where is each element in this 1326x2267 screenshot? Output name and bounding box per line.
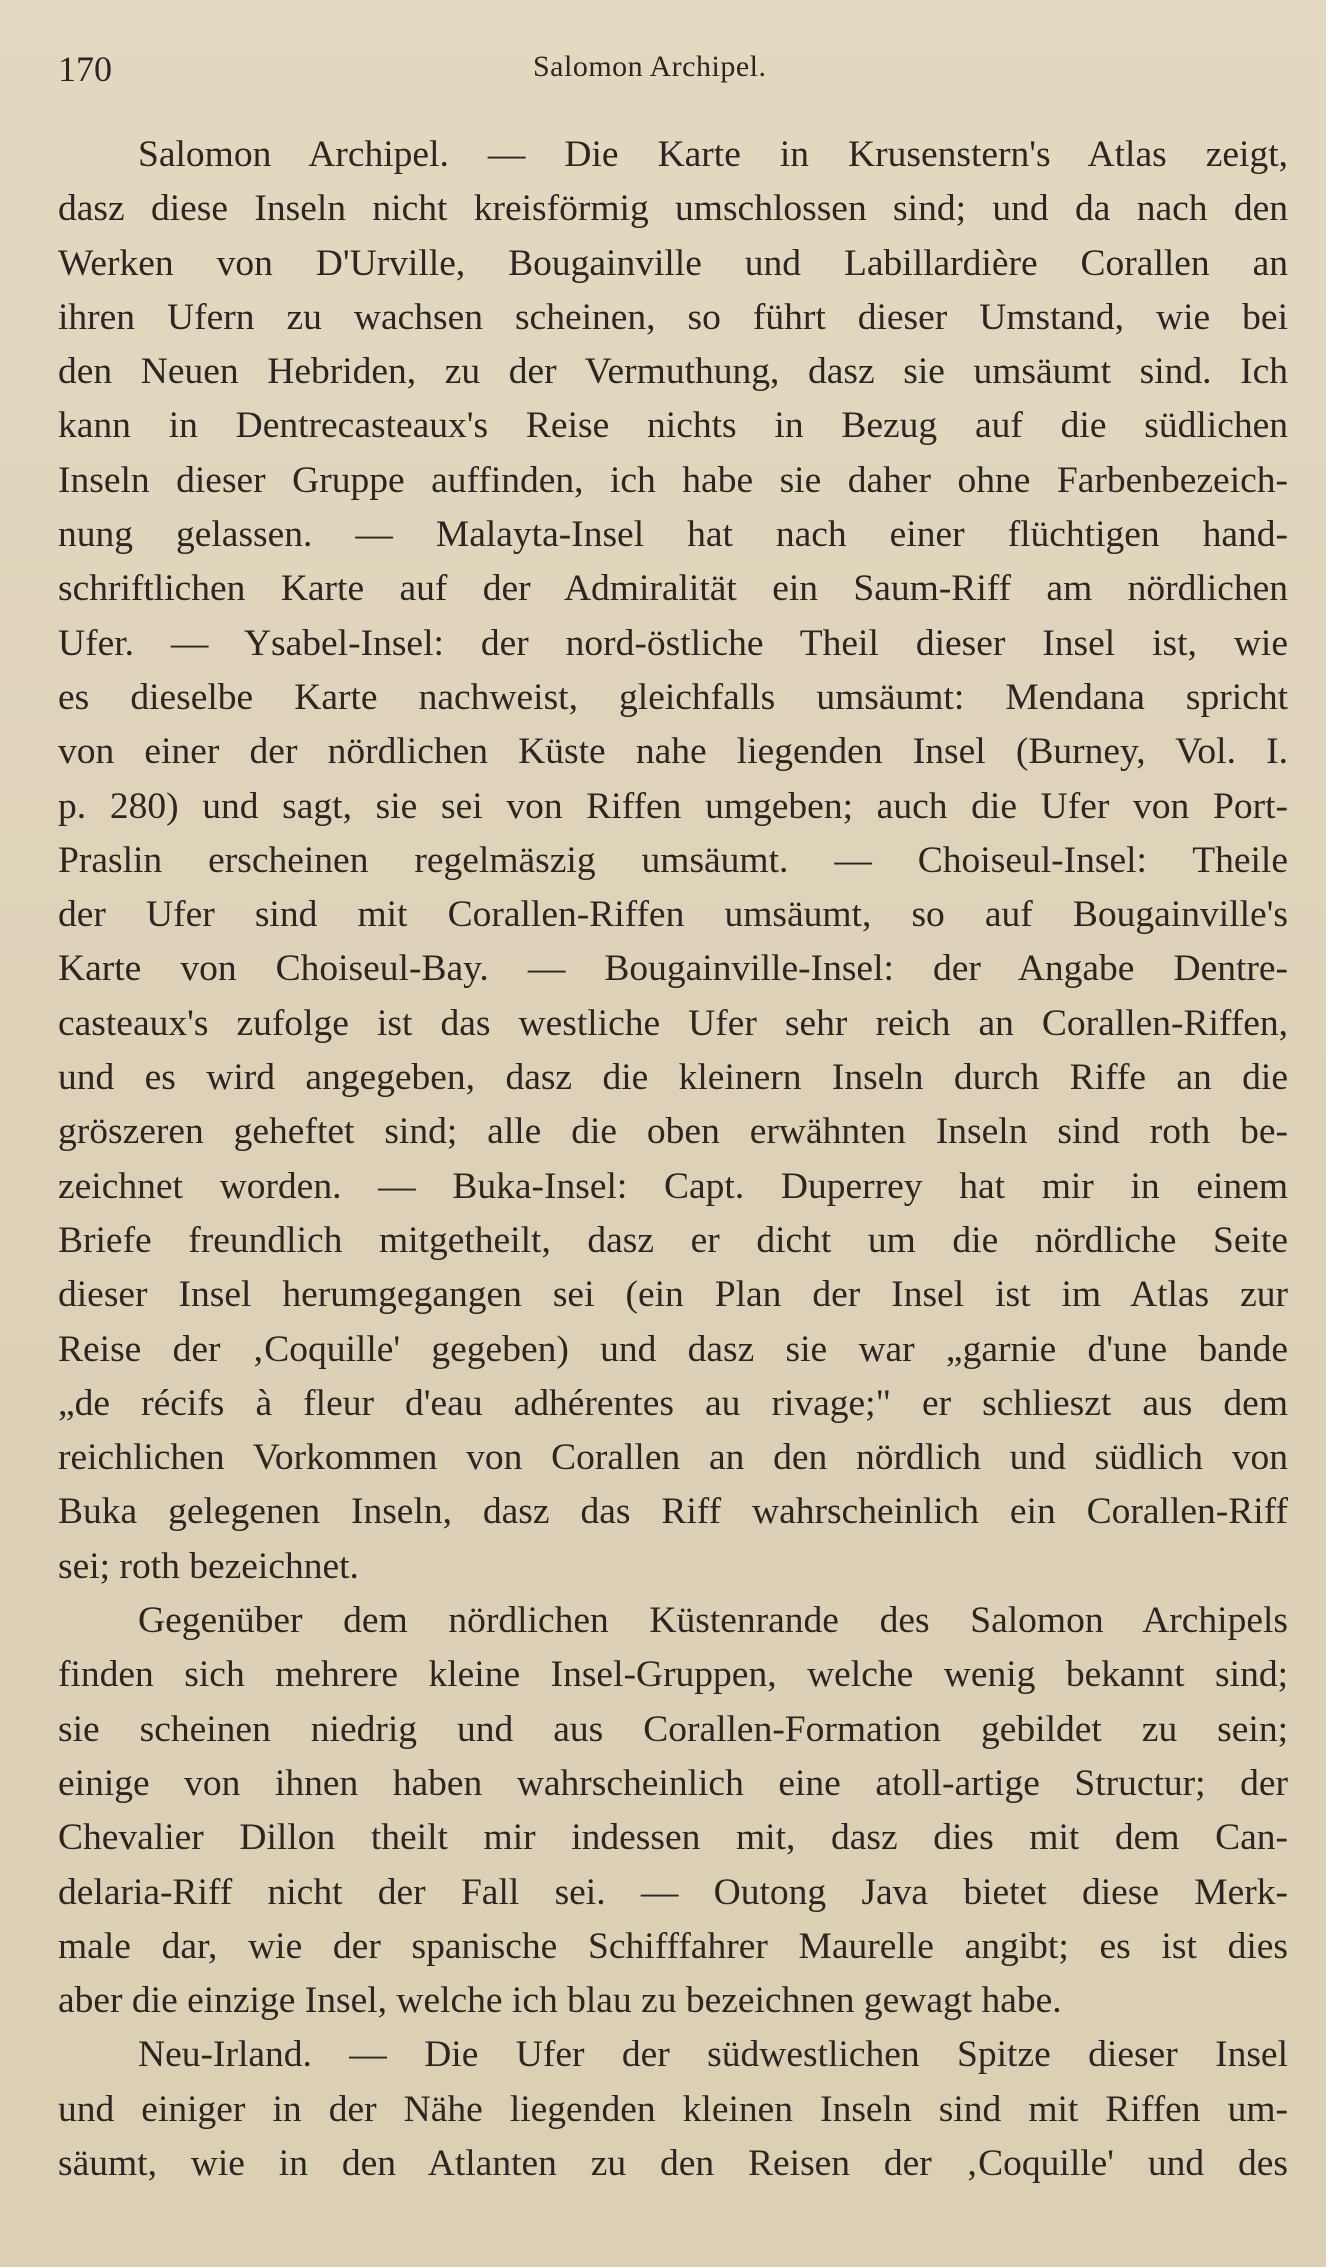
- text-line: Karte von Choiseul-Bay. — Bougainville-Insel: der Angabe Dentre-: [58, 948, 1288, 990]
- text-line: reichlichen Vorkommen von Corallen an den nördlich und südlich von: [58, 1437, 1288, 1479]
- text-line: und es wird angegeben, dasz die kleinern Inseln durch Riffe an die: [58, 1057, 1288, 1099]
- text-line: Reise der ‚Coquille' gegeben) und dasz sie war „garnie d'une bande: [58, 1328, 1288, 1370]
- text-line: dasz diese Inseln nicht kreisförmig umschlossen sind; und da nach den: [58, 188, 1288, 230]
- running-title: Salomon Archipel.: [533, 50, 767, 83]
- page-number: 170: [58, 49, 112, 89]
- text-line: sie scheinen niedrig und aus Corallen-Formation gebildet zu sein;: [58, 1708, 1288, 1750]
- text-line: Werken von D'Urville, Bougainville und Labillardière Corallen an: [58, 242, 1288, 284]
- text-line: male dar, wie der spanische Schifffahrer Maurelle angibt; es ist dies: [58, 1925, 1288, 1967]
- text-line: Chevalier Dillon theilt mir indessen mit, dasz dies mit dem Can-: [58, 1817, 1288, 1859]
- text-line: Ufer. — Ysabel-Insel: der nord-östliche Theil dieser Insel ist, wie: [58, 622, 1288, 664]
- text-line: casteaux's zufolge ist das westliche Ufer sehr reich an Corallen-Riffen,: [58, 1002, 1288, 1044]
- text-line: von einer der nördlichen Küste nahe liegenden Insel (Burney, Vol. I.: [58, 731, 1288, 773]
- text-line: aber die einzige Insel, welche ich blau zu bezeichnen gewagt habe.: [58, 1980, 1062, 2022]
- text-line: Praslin erscheinen regelmäszig umsäumt. — Choiseul-Insel: Theile: [58, 839, 1288, 881]
- text-line: zeichnet worden. — Buka-Insel: Capt. Duperrey hat mir in einem: [58, 1165, 1288, 1207]
- text-line: sei; roth bezeichnet.: [58, 1545, 359, 1587]
- text-line: dieser Insel herumgegangen sei (ein Plan der Insel ist im Atlas zur: [58, 1274, 1288, 1316]
- page-header: [58, 48, 1284, 98]
- text-line: und einiger in der Nähe liegenden kleinen Inseln sind mit Riffen um-: [58, 2088, 1288, 2130]
- text-line: nung gelassen. — Malayta-Insel hat nach einer flüchtigen hand-: [58, 514, 1288, 556]
- text-line: einige von ihnen haben wahrscheinlich eine atoll-artige Structur; der: [58, 1762, 1288, 1804]
- text-line: gröszeren geheftet sind; alle die oben erwähnten Inseln sind roth be-: [58, 1111, 1288, 1153]
- text-line: es dieselbe Karte nachweist, gleichfalls umsäumt: Mendana spricht: [58, 676, 1288, 718]
- text-line: finden sich mehrere kleine Insel-Gruppen, welche wenig bekannt sind;: [58, 1654, 1288, 1696]
- text-line: der Ufer sind mit Corallen-Riffen umsäumt, so auf Bougainville's: [58, 894, 1288, 936]
- text-line: Briefe freundlich mitgetheilt, dasz er dicht um die nördliche Seite: [58, 1219, 1288, 1261]
- text-line: Neu-Irland. — Die Ufer der südwestlichen Spitze dieser Insel: [138, 2034, 1288, 2076]
- text-line: säumt, wie in den Atlanten zu den Reisen der ‚Coquille' und des: [58, 2142, 1288, 2184]
- body-text: [58, 128, 1288, 2191]
- text-line: Salomon Archipel. — Die Karte in Krusenstern's Atlas zeigt,: [138, 134, 1288, 175]
- text-line: Inseln dieser Gruppe auffinden, ich habe sie daher ohne Farbenbezeich-: [58, 459, 1288, 501]
- text-line: „de récifs à fleur d'eau adhérentes au rivage;" er schlieszt aus dem: [58, 1382, 1288, 1424]
- text-line: p. 280) und sagt, sie sei von Riffen umgeben; auch die Ufer von Port-: [58, 785, 1288, 827]
- text-line: schriftlichen Karte auf der Admiralität ein Saum-Riff am nördlichen: [58, 568, 1288, 610]
- text-line: den Neuen Hebriden, zu der Vermuthung, dasz sie umsäumt sind. Ich: [58, 351, 1288, 393]
- text-line: kann in Dentrecasteaux's Reise nichts in Bezug auf die südlichen: [58, 405, 1288, 447]
- text-line: delaria-Riff nicht der Fall sei. — Outong Java bietet diese Merk-: [58, 1871, 1288, 1913]
- text-line: Buka gelegenen Inseln, dasz das Riff wahrscheinlich ein Corallen-Riff: [58, 1491, 1288, 1533]
- text-line: Gegenüber dem nördlichen Küstenrande des Salomon Archipels: [138, 1600, 1288, 1642]
- text-line: ihren Ufern zu wachsen scheinen, so führt dieser Umstand, wie bei: [58, 296, 1288, 338]
